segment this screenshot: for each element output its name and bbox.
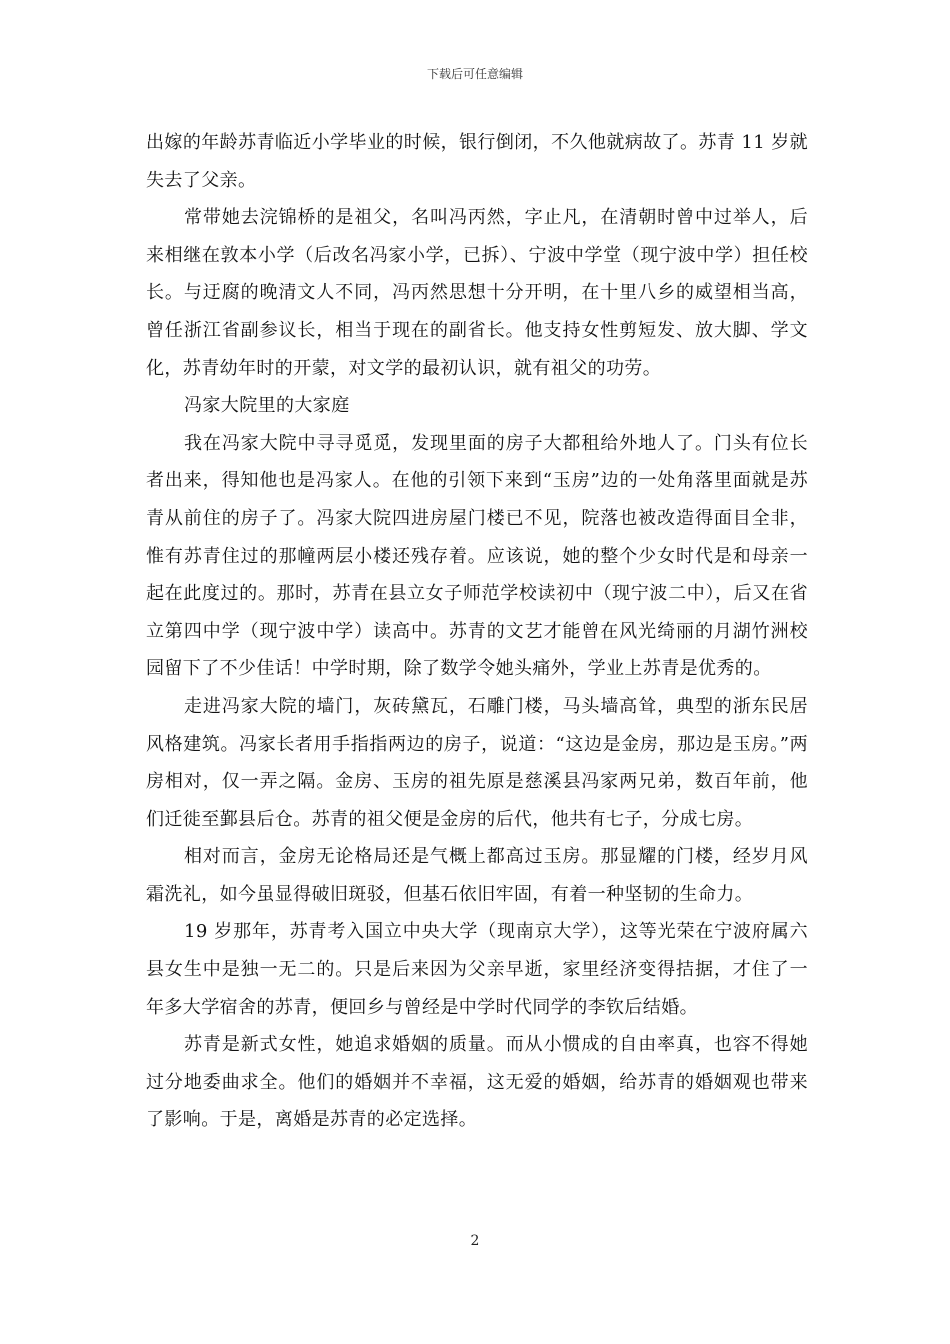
- paragraph-university: 19 岁那年，苏青考入国立中央大学（现南京大学），这等光荣在宁波府属六县女生中是独一无二的。只是后来因为父亲早逝，家里经济变得拮据，才住了一年多大学宿舍的苏青，便回乡与曾经是中学时代同学的李钦后结婚。: [146, 921, 808, 1018]
- paragraph-gold-house: 相对而言，金房无论格局还是气概上都高过玉房。那显耀的门楼，经岁月风霜洗礼，如今虽显得破旧斑驳，但基石依旧牢固，有着一种坚韧的生命力。: [146, 846, 808, 905]
- section-heading: 冯家大院里的大家庭: [184, 395, 350, 417]
- document-body: [146, 124, 808, 1139]
- paragraph-courtyard-visit: 我在冯家大院中寻寻觅觅，发现里面的房子大都租给外地人了。门头有位长者出来，得知他也是冯家人。在他的引领下来到“玉房”边的一处角落里面就是苏青从前住的房子了。冯家大院四进房屋门楼已不见，院落也被改造得面目全非，惟有苏青住过的那幢两层小楼还残存着。应该说，她的整个少女时代是和母亲一起在此度过的。那时，苏青在县立女子师范学校读初中（现宁波二中），后又在省立第四中学（现宁波中学）读高中。苏青的文艺才能曾在风光绮丽的月湖竹洲校园留下了不少佳话！中学时期，除了数学令她头痛外，学业上苏青是优秀的。: [146, 432, 808, 680]
- paragraph-continuation: 出嫁的年龄苏青临近小学毕业的时候，银行倒闭，不久他就病故了。苏青 11 岁就失去了父亲。: [146, 132, 808, 191]
- page-number: 2: [470, 1233, 480, 1249]
- paragraph-grandfather: 常带她去浣锦桥的是祖父，名叫冯丙然，字止凡，在清朝时曾中过举人，后来相继在敦本小学（后改名冯家小学，已拆）、宁波中学堂（现宁波中学）担任校长。与迂腐的晚清文人不同，冯丙然思想十分开明，在十里八乡的威望相当高，曾任浙江省副参议长，相当于现在的副省长。他支持女性剪短发、放大脚、学文化，苏青幼年时的开蒙，对文学的最初认识，就有祖父的功劳。: [146, 207, 808, 379]
- header-text: 下载后可任意编辑: [426, 67, 523, 81]
- page-header: [0, 66, 950, 82]
- paragraph-marriage: 苏青是新式女性，她追求婚姻的质量。而从小惯成的自由率真，也容不得她过分地委曲求全。他们的婚姻并不幸福，这无爱的婚姻，给苏青的婚姻观也带来了影响。于是，离婚是苏青的必定选择。: [146, 1034, 808, 1131]
- paragraph-architecture: 走进冯家大院的墙门，灰砖黛瓦，石雕门楼，马头墙高耸，典型的浙东民居风格建筑。冯家长者用手指指两边的房子，说道：“这边是金房，那边是玉房。”两房相对，仅一弄之隔。金房、玉房的祖先原是慈溪县冯家两兄弟，数百年前，他们迁徙至鄞县后仓。苏青的祖父便是金房的后代，他共有七子，分成七房。: [146, 695, 808, 830]
